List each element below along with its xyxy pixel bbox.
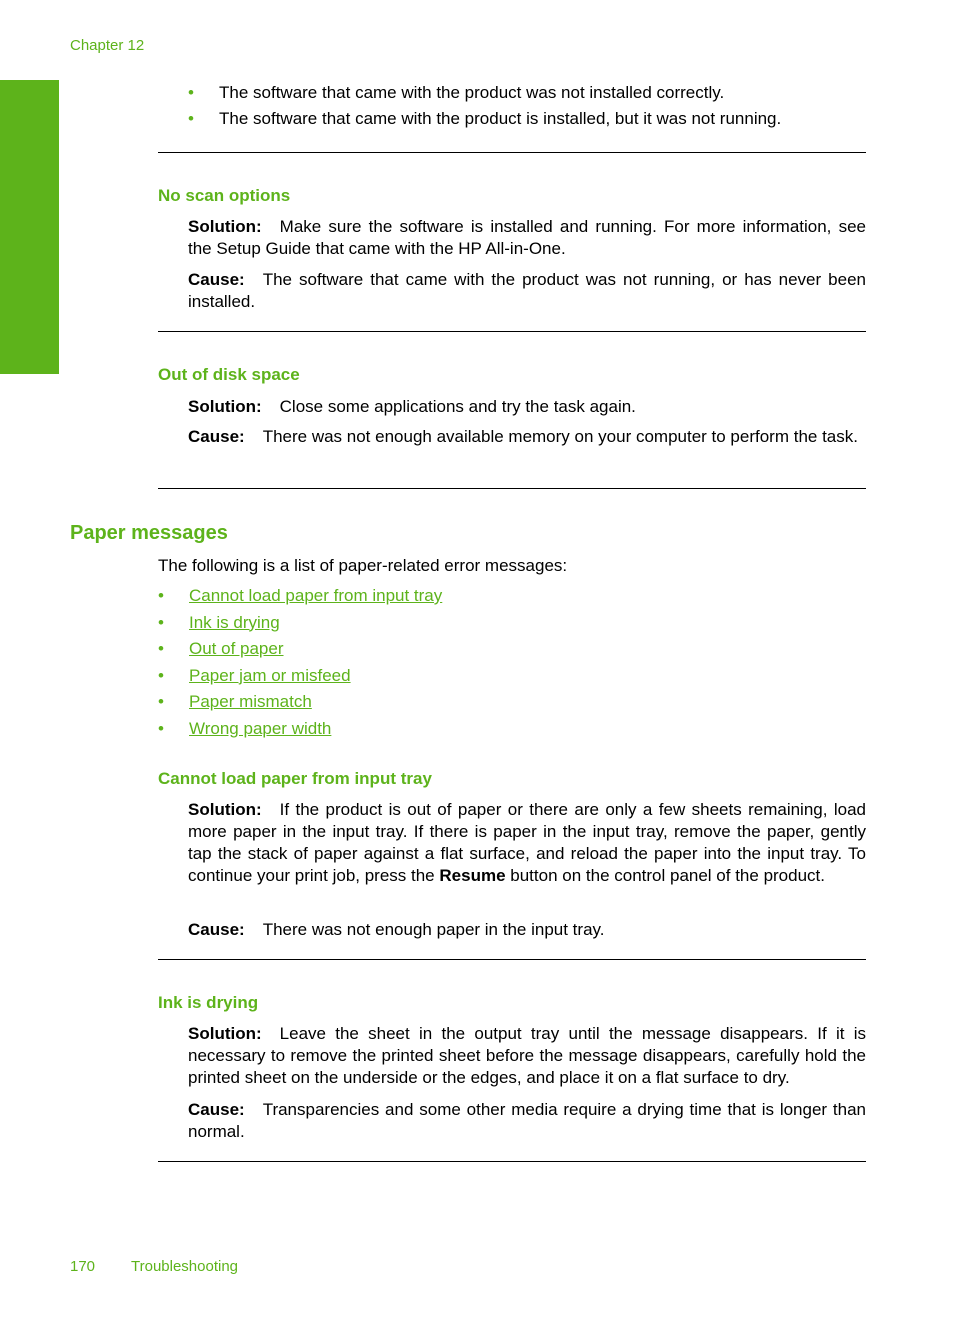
section-title-disk-space: Out of disk space: [158, 365, 300, 384]
top-bullet-list: [188, 82, 866, 130]
bullet-icon: •: [158, 692, 164, 712]
bullet-icon: •: [158, 639, 164, 659]
divider: [158, 152, 866, 153]
solution-label: Solution:: [188, 800, 262, 819]
cause-text: There was not enough paper in the input tray.: [262, 920, 605, 939]
cause-label: Cause:: [188, 1100, 245, 1119]
solution-label: Solution:: [188, 217, 262, 236]
page-number: 170: [70, 1258, 96, 1275]
solution-text: Close some applications and try the task again.: [279, 397, 636, 416]
solution-label: Solution:: [188, 397, 262, 416]
divider: [158, 1161, 866, 1162]
cause-label: Cause:: [188, 920, 245, 939]
cause-paragraph: [188, 269, 866, 313]
section-title-cannot-load: Cannot load paper from input tray: [158, 769, 432, 788]
chapter-label: Chapter 12: [70, 37, 145, 54]
solution-paragraph: [188, 216, 866, 260]
list-item: [158, 585, 858, 612]
list-item: [158, 612, 858, 639]
side-tab: [0, 80, 59, 374]
list-item: [158, 638, 858, 665]
divider: [158, 959, 866, 960]
paper-messages-intro: The following is a list of paper-related error messages:: [158, 556, 568, 575]
list-item: [188, 82, 866, 108]
resume-keyword: Resume: [439, 866, 506, 885]
list-item-text: The software that came with the product was not installed correctly.: [219, 83, 725, 102]
solution-text: If the product is out of paper or there are only a few sheets remaining, load more paper in the input tray. If there is paper in the input tray, remove the paper, gently tap the stack of paper against a flat surface, and reload the paper into the input tray. To continue your print job, press the: [188, 800, 866, 885]
link-paper-jam[interactable]: Paper jam or misfeed: [189, 665, 351, 685]
link-out-of-paper[interactable]: Out of paper: [189, 639, 284, 659]
section-title-ink-drying: Ink is drying: [158, 993, 259, 1012]
cause-text: Transparencies and some other media require a drying time that is longer than normal.: [188, 1100, 866, 1141]
link-ink-is-drying[interactable]: Ink is drying: [189, 612, 280, 632]
cause-paragraph: [188, 919, 866, 941]
divider: [158, 331, 866, 332]
bullet-icon: •: [158, 718, 164, 738]
solution-text: Make sure the software is installed and running. For more information, see the Setup Guide that came with the HP All-in-One.: [188, 217, 866, 258]
list-item: [158, 691, 858, 718]
link-wrong-paper-width[interactable]: Wrong paper width: [189, 718, 332, 738]
solution-paragraph: [188, 396, 866, 418]
list-item: [158, 718, 858, 745]
link-paper-mismatch[interactable]: Paper mismatch: [189, 692, 312, 712]
section-heading-paper-messages: Paper messages: [70, 522, 228, 544]
solution-text: Leave the sheet in the output tray until the message disappears. If it is necessary to remove the printed sheet before the message disappears, carefully hold the printed sheet on the underside or the edges, and place it on a flat surface to dry.: [188, 1024, 866, 1087]
section-title-no-scan: No scan options: [158, 186, 291, 205]
bullet-icon: •: [188, 83, 194, 102]
cause-paragraph: [188, 1099, 866, 1143]
footer-section-label: Troubleshooting: [131, 1258, 239, 1275]
solution-label: Solution:: [188, 1024, 262, 1043]
list-item-text: The software that came with the product is installed, but it was not running.: [219, 109, 782, 128]
paper-messages-link-list: [158, 585, 858, 745]
bullet-icon: •: [188, 109, 194, 128]
solution-paragraph: [188, 799, 866, 887]
list-item: [188, 108, 866, 130]
solution-paragraph: [188, 1023, 866, 1089]
link-cannot-load-paper[interactable]: Cannot load paper from input tray: [189, 586, 443, 605]
cause-label: Cause:: [188, 270, 245, 289]
bullet-icon: •: [158, 586, 164, 605]
divider: [158, 488, 866, 489]
bullet-icon: •: [158, 612, 164, 632]
cause-text: The software that came with the product was not running, or has never been installed.: [188, 270, 866, 311]
cause-label: Cause:: [188, 427, 245, 446]
bullet-icon: •: [158, 665, 164, 685]
cause-paragraph: [188, 426, 866, 448]
solution-text-cont: button on the control panel of the product.: [510, 866, 825, 885]
cause-text: There was not enough available memory on your computer to perform the task.: [262, 427, 858, 446]
list-item: [158, 665, 858, 692]
